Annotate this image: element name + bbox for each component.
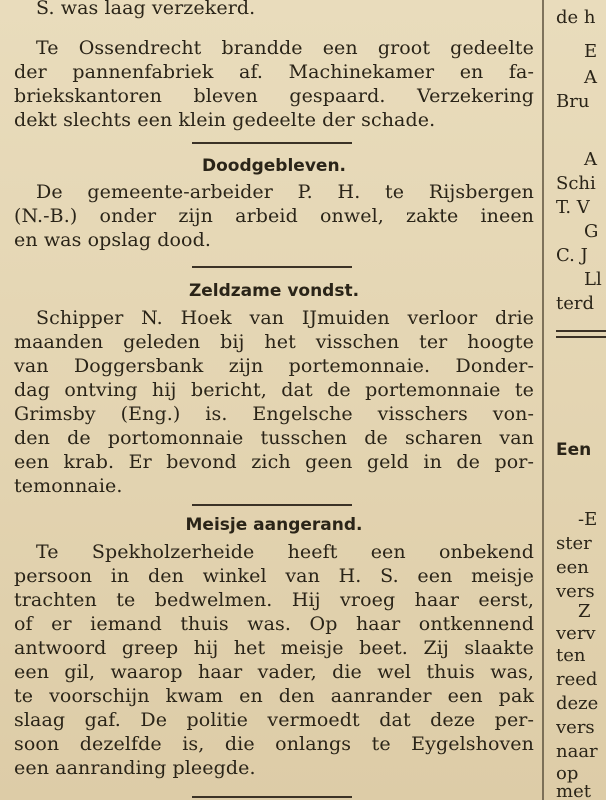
fragment-line: een bbox=[556, 557, 589, 578]
fragment-line: C. J bbox=[556, 245, 588, 266]
text-line: maanden geleden bij het visschen ter hoogte bbox=[14, 331, 534, 353]
text-line: Grimsby (Eng.) is. Engelsche visschers von- bbox=[14, 403, 534, 425]
fragment-line: vers bbox=[556, 717, 595, 738]
text-line: persoon in den winkel van H. S. een meisje bbox=[14, 565, 534, 587]
text-line: briekskantoren bleven gespaard. Verzekering bbox=[14, 85, 534, 107]
fragment-line: Ll bbox=[584, 269, 602, 290]
fragment-heading: Een bbox=[556, 440, 592, 460]
text-line: dag ontving hij bericht, dat de portemonnaie te bbox=[14, 379, 534, 401]
fragment-line: A bbox=[584, 67, 597, 88]
adjacent-column-fragment bbox=[556, 0, 606, 800]
fragment-line: terd bbox=[556, 293, 595, 314]
section-divider bbox=[192, 266, 352, 268]
article-title: Zeldzame vondst. bbox=[188, 281, 360, 301]
fragment-line: ten bbox=[556, 645, 586, 666]
text-line: antwoord greep hij het meisje beet. Zij slaakte bbox=[14, 637, 534, 659]
fragment-line: vers bbox=[556, 581, 595, 602]
previous-article-tail: S. was laag verzekerd. bbox=[36, 0, 256, 19]
fragment-line: naar bbox=[556, 741, 598, 762]
fragment-line: E bbox=[584, 41, 598, 62]
fragment-line: ster bbox=[556, 533, 592, 554]
text-line: der pannenfabriek af. Machinekamer en fa- bbox=[14, 61, 534, 83]
text-line: een gil, waarop haar vader, die wel thuis was, bbox=[14, 661, 534, 683]
section-divider bbox=[192, 796, 352, 798]
section-divider bbox=[556, 330, 606, 332]
text-line: den de portomonnaie tusschen de scharen van bbox=[14, 427, 534, 449]
fragment-line: deze bbox=[556, 693, 599, 714]
fragment-line: Bru bbox=[556, 91, 590, 112]
text-line: en was opslag dood. bbox=[14, 229, 212, 251]
section-divider bbox=[192, 504, 352, 506]
section-divider bbox=[192, 142, 352, 144]
text-line: te voorschijn kwam en den aanrander een pak bbox=[14, 685, 534, 707]
text-line: Schipper N. Hoek van IJmuiden verloor drie bbox=[36, 307, 534, 329]
fragment-line: T. V bbox=[556, 197, 590, 218]
article-title: Doodgebleven. bbox=[201, 156, 347, 176]
text-line: of er iemand thuis was. Op haar ontkennend bbox=[14, 613, 534, 635]
text-line: Te Spekholzerheide heeft een onbekend bbox=[36, 541, 534, 563]
main-column bbox=[14, 0, 534, 800]
section-divider bbox=[556, 336, 606, 338]
fragment-line: op bbox=[556, 763, 579, 784]
text-line: (N.-B.) onder zijn arbeid onwel, zakte ineen bbox=[14, 205, 534, 227]
column-rule bbox=[542, 0, 544, 800]
fragment-line: met bbox=[556, 781, 591, 800]
text-line: een aanranding pleegde. bbox=[14, 757, 256, 779]
fragment-line: G bbox=[584, 221, 599, 242]
text-line: De gemeente-arbeider P. H. te Rijsbergen bbox=[36, 181, 534, 203]
fragment-line: verv bbox=[556, 623, 596, 644]
text-line: slaag gaf. De politie vermoedt dat deze per- bbox=[14, 709, 534, 731]
text-line: van Doggersbank zijn portemonnaie. Donder- bbox=[14, 355, 534, 377]
fragment-line: -E bbox=[578, 509, 598, 530]
text-line: Te Ossendrecht brandde een groot gedeelte bbox=[36, 37, 534, 59]
text-line: soon dezelfde is, die onlangs te Eygelshoven bbox=[14, 733, 534, 755]
text-line: dekt slechts een klein gedeelte der schade. bbox=[14, 109, 436, 131]
fragment-line: Z bbox=[578, 601, 591, 622]
fragment-line: de h bbox=[556, 7, 596, 28]
fragment-line: Schi bbox=[556, 173, 596, 194]
text-line: trachten te bedwelmen. Hij vroeg haar eerst, bbox=[14, 589, 534, 611]
text-line: temonnaie. bbox=[14, 475, 123, 497]
fragment-line: reed bbox=[556, 669, 598, 690]
text-line: een krab. Er bevond zich geen geld in de por- bbox=[14, 451, 534, 473]
article-title: Meisje aangerand. bbox=[185, 515, 363, 535]
fragment-line: A bbox=[584, 149, 597, 170]
